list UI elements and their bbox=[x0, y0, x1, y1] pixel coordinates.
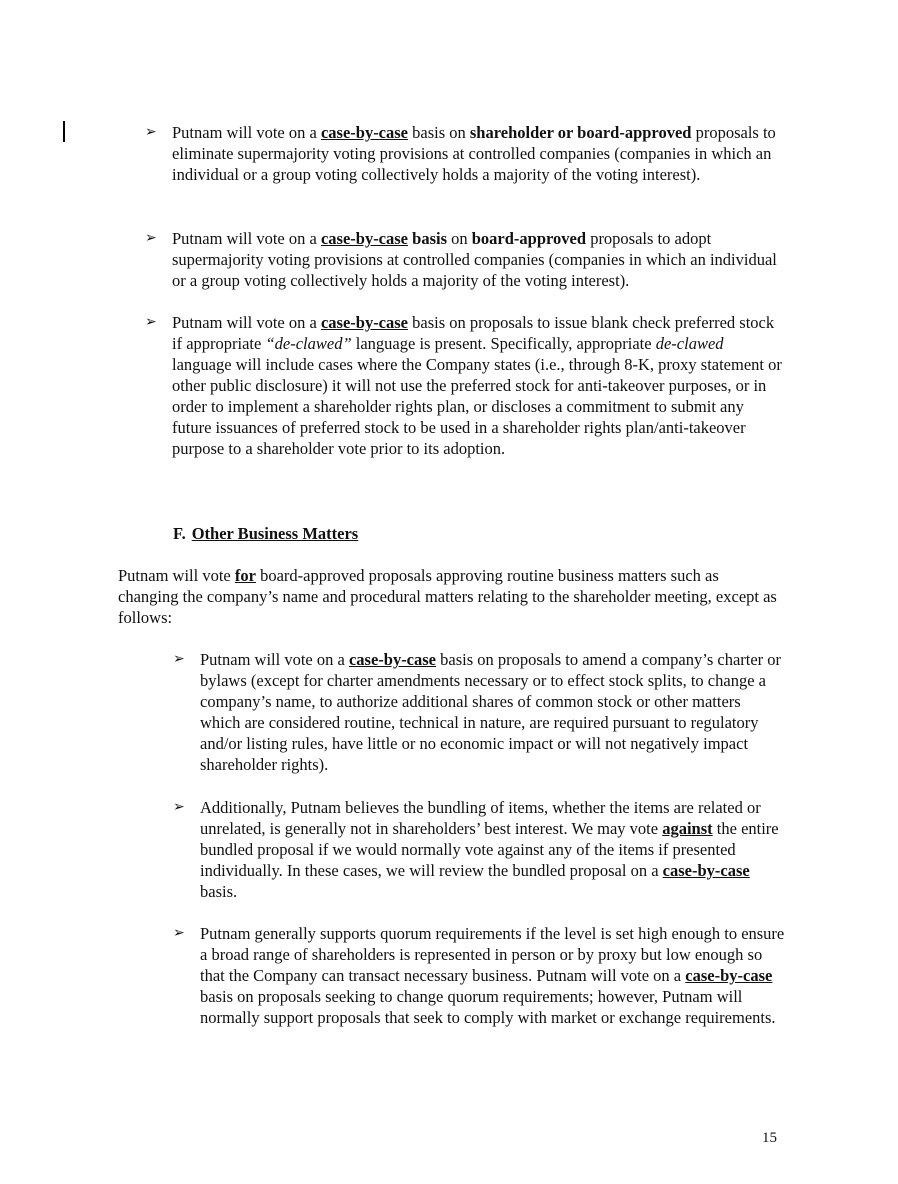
bullet-text: Putnam generally supports quorum requirements if the level is set high enough to ensure a broad range of shareholders is represented in person or by proxy but low enough so that the Company can transact necessary business. Putnam will vote on a case-by-case basis on proposals seeking to change quorum requirements; however, Putnam will normally support proposals that seek to comply with market or exchange requirements. bbox=[200, 924, 785, 1027]
section-title: Other Business Matters bbox=[191, 524, 359, 543]
bullet-charter-bylaws bbox=[173, 649, 785, 775]
section-heading bbox=[173, 523, 358, 544]
bullet-supermajority-adopt bbox=[145, 228, 785, 291]
bullet-text: Putnam will vote on a case-by-case basis on board-approved proposals to adopt supermajority voting provisions at controlled companies (companies in which an individual or a group voting collectively holds a majority of the voting interest). bbox=[172, 229, 777, 290]
bullet-text: Putnam will vote on a case-by-case basis on proposals to amend a company’s charter or bylaws (except for charter amendments necessary or to effect stock splits, to change a company’s name, to authorize additional shares of common stock or other matters which are considered routine, technical in nature, are required pursuant to regulatory and/or listing rules, have little or no economic impact or will not negatively impact shareholder rights). bbox=[200, 650, 782, 774]
bullet-text: Additionally, Putnam believes the bundling of items, whether the items are related or unrelated, is generally not in shareholders’ best interest. We may vote against the entire bundled proposal if we would normally vote against any of the items if presented individually. In these cases, we will review the bundled proposal on a case-by-case basis. bbox=[200, 798, 779, 901]
bullet-blank-check-preferred bbox=[145, 312, 785, 459]
intro-paragraph: Putnam will vote for board-approved proposals approving routine business matters such as changing the company’s name and procedural matters relating to the shareholder meeting, except as follows: bbox=[118, 566, 777, 627]
bullet-supermajority-eliminate bbox=[145, 122, 785, 185]
arrow-bullet-icon: ➢ bbox=[145, 124, 157, 140]
arrow-bullet-icon: ➢ bbox=[173, 651, 185, 667]
arrow-bullet-icon: ➢ bbox=[173, 799, 185, 815]
arrow-bullet-icon: ➢ bbox=[145, 314, 157, 330]
arrow-bullet-icon: ➢ bbox=[145, 230, 157, 246]
bullet-text: Putnam will vote on a case-by-case basis on proposals to issue blank check preferred stock if appropriate “de-clawed” language is present. Specifically, appropriate de-clawed language will include cases where the Company states (i.e., through 8-K, proxy statement or other public disclosure) it will not use the preferred stock for anti-takeover purposes, or in order to implement a shareholder rights plan, or discloses a commitment to submit any future issuances of preferred stock to be used in a shareholder rights plan/anti-takeover purpose to a shareholder vote prior to its adoption. bbox=[172, 313, 782, 458]
page-number: 15 bbox=[762, 1130, 777, 1146]
bullet-bundled-items bbox=[173, 797, 785, 902]
bullet-quorum bbox=[173, 923, 785, 1028]
arrow-bullet-icon: ➢ bbox=[173, 925, 185, 941]
section-letter: F. bbox=[173, 524, 186, 543]
bullet-text: Putnam will vote on a case-by-case basis on shareholder or board-approved proposals to eliminate supermajority voting provisions at controlled companies (companies in which an individual or a group voting collectively holds a majority of the voting interest). bbox=[172, 123, 776, 184]
revision-bar bbox=[63, 121, 65, 142]
